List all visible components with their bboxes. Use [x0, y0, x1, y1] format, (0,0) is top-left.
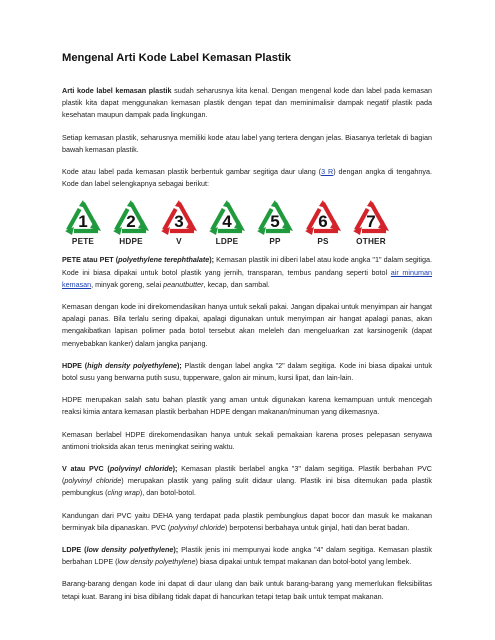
pvc-text-2: ) merupakan plastik yang paling sulit didaur ulang. Plastik ini bisa ditemukan pada plastik pembungkus (: [62, 476, 432, 498]
recycle-triangle-icon: [110, 200, 152, 236]
resin-code-label: HDPE: [119, 237, 143, 247]
intro-text: sudah seharusnya kita kenal. Dengan mengenal kode dan label pada kemasan plastik kita dapat menggunakan kemasan plastik dengan tepat dan meminimalisir dampak negatif plastik pada kesehatan maupun dampak pada lingkungan.: [62, 86, 432, 120]
recycle-number: 2: [126, 212, 136, 232]
resin-code-label: OTHER: [356, 237, 386, 247]
recycle-number: 5: [270, 212, 280, 232]
ldpe-lead-end: );: [173, 545, 179, 555]
recycle-triangle-icon: [158, 200, 200, 236]
hdpe-lead-end: );: [176, 360, 182, 370]
resin-code-label: PETE: [71, 237, 95, 247]
recycle-number: 3: [174, 212, 184, 232]
symbol-intro-paragraph: [62, 166, 432, 190]
ldpe-lead: LDPE (: [62, 545, 87, 555]
recycling-symbol-6: [302, 200, 344, 246]
intro-paragraph: [62, 85, 432, 122]
link-air-minuman-kemasan[interactable]: air minuman kemasan: [62, 267, 432, 289]
pvc-text-italic-2: cling wrap: [107, 488, 140, 498]
pvc-text-italic: polyvinyl chloride: [64, 476, 122, 486]
pvc-lead: V atau PVC (: [62, 464, 110, 474]
pvc-text-3: ), dan botol-botol.: [139, 488, 196, 498]
ldpe-text-2: ) biasa dipakai untuk tempat makanan dan botol-botol yang lembek.: [195, 557, 412, 567]
recycle-triangle-icon: [350, 200, 392, 236]
recycling-symbol-1: [62, 200, 104, 246]
pete-text-2: , minyak goreng, selai: [91, 279, 164, 289]
symbol-intro-after: ) dengan angka di tengahnya. Kode dan label selengkapnya sebagai berikut:: [62, 167, 432, 189]
hdpe-recommendation-paragraph: Kemasan berlabel HDPE direkomendasikan hanya untuk sekali pemakaian karena proses pelepasan senyawa antimoni trioksida akan terus meningkat seiring waktu.: [62, 429, 432, 451]
pete-text-3: , kecap, dan sambal.: [203, 279, 270, 289]
pvc-hazard-text: Kandungan dari PVC yaitu DEHA yang terdapat pada plastik pembungkus dapat bocor dan masuk ke makanan berminyak bila dipanaskan. PVC (: [62, 510, 432, 532]
pvc-hazard-text-2: ) berpotensi berbahaya untuk ginjal, hati dan berat badan.: [225, 522, 410, 532]
recycle-triangle-icon: [206, 200, 248, 236]
pvc-paragraph: [62, 463, 432, 500]
pvc-lead-italic: polyvinyl chloride: [109, 464, 173, 474]
label-paragraph: Setiap kemasan plastik, seharusnya memiliki kode atau label yang tertera dengan jelas. Biasanya terletak di bagian bawah kemasan plastik.: [62, 132, 432, 154]
resin-code-label: V: [176, 237, 182, 247]
recycle-triangle-icon: [302, 200, 344, 236]
hdpe-safety-paragraph: HDPE merupakan salah satu bahan plastik yang aman untuk digunakan karena kemampuan untuk mencegah reaksi kimia antara kemasan plastik berbahan HDPE dengan makanan/minuman yang dikemasnya.: [62, 395, 432, 417]
hdpe-text: Plastik dengan label angka "2" dalam segitiga. Kode ini biasa dipakai untuk botol susu yang berwarna putih susu, tupperware, galon air minum, kursi lipat, dan lain-lain.: [62, 360, 432, 383]
recycle-number: 7: [366, 212, 376, 232]
recycle-triangle-icon: [254, 200, 296, 236]
symbol-intro-before: Kode atau label pada kemasan plastik berbentuk gambar segitiga daur ulang (: [62, 167, 322, 177]
pete-lead: PETE atau PET (: [62, 255, 119, 265]
pete-lead-italic: polyethylene terephthalate: [118, 255, 210, 265]
link-3r[interactable]: 3 R: [321, 167, 334, 177]
recycle-number: 4: [222, 212, 232, 232]
resin-code-label: PS: [317, 237, 329, 247]
pete-text-italic: peanutbutter: [163, 279, 204, 289]
recycling-symbol-5: [254, 200, 296, 246]
ldpe-text-italic: low density polyethylene: [117, 557, 196, 567]
article-body: [62, 85, 432, 613]
pvc-hazard-italic: polyvinyl chloride: [170, 522, 225, 532]
recycling-symbols: [62, 200, 432, 246]
ldpe-recycle-paragraph: Barang-barang dengan kode ini dapat di daur ulang dan baik untuk barang-barang yang memerlukan fleksibilitas tetapi kuat. Barang ini bisa dibilang tidak dapat di hancurkan tetapi tetap baik untuk tempat makanan.: [62, 579, 432, 601]
recycling-symbol-2: [110, 200, 152, 246]
page-title: Mengenal Arti Kode Label Kemasan Plastik: [62, 52, 291, 64]
ldpe-text: Plastik jenis ini mempunyai kode angka "4" dalam segitiga. Kemasan plastik berbahan LDPE (: [62, 545, 432, 567]
intro-lead: Arti kode label kemasan plastik: [62, 86, 172, 95]
recycling-symbol-4: [206, 200, 248, 246]
recycling-symbol-3: [158, 200, 200, 246]
recycle-number: 1: [78, 212, 88, 232]
recycling-symbol-7: [350, 200, 392, 246]
pete-warning-paragraph: Kemasan dengan kode ini direkomendasikan hanya untuk sekali pakai. Jangan dipakai untuk menyimpan air hangat apalagi panas. Bila terlalu sering dipakai, apalagi digunakan untuk menyimpan air hangat apalagi panas, akan mengakibatkan lapisan polimer pada botol tersebut akan meleleh dan mengeluarkan zat karsinogenik (dapat menyebabkan kanker) dalam jangka panjang.: [62, 302, 432, 348]
pvc-lead-end: );: [172, 464, 178, 474]
pete-lead-end: );: [209, 255, 215, 265]
resin-code-label: LDPE: [215, 237, 239, 247]
hdpe-lead: HDPE (: [62, 360, 88, 370]
ldpe-lead-italic: low density polyethylene: [86, 545, 174, 555]
pvc-text: Kemasan plastik berlabel angka "3" dalam segitiga. Plastik berbahan PVC (: [62, 464, 433, 486]
recycle-triangle-icon: [62, 200, 104, 236]
pete-paragraph: [62, 254, 432, 291]
resin-code-label: PP: [269, 237, 281, 247]
pete-text: Kemasan plastik ini diberi label atau kode angka "1" dalam segitiga. Kode ini biasa dipakai untuk botol plastik yang jernih, transparan, tembus pandang seperti botol: [62, 255, 432, 277]
pvc-hazard-paragraph: [62, 510, 432, 534]
hdpe-paragraph: [62, 360, 432, 384]
ldpe-paragraph: [62, 544, 432, 568]
recycle-number: 6: [318, 212, 328, 232]
hdpe-lead-italic: high density polyethylene: [87, 360, 177, 370]
